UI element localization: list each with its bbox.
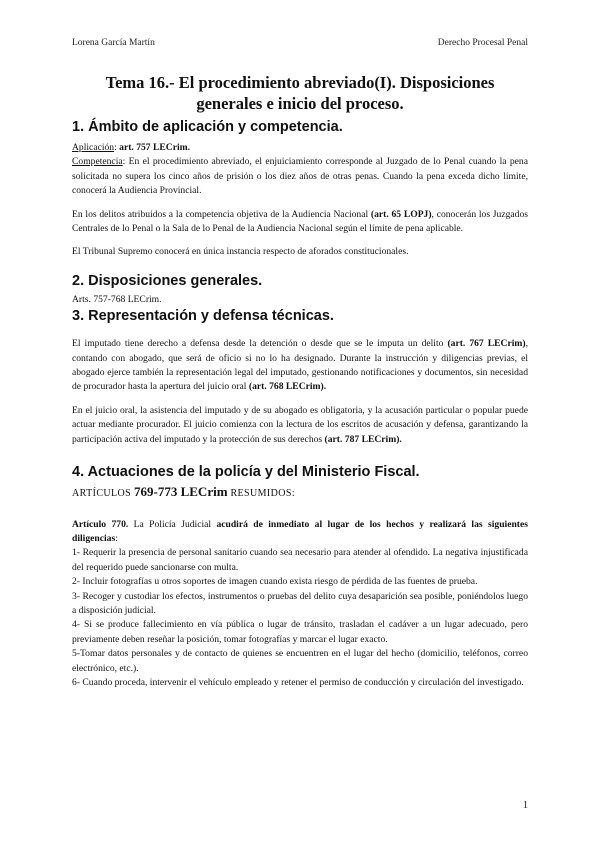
document-body (72, 72, 528, 690)
competencia-label: Competencia (72, 156, 123, 168)
aplicacion-label: Aplicación (72, 142, 115, 153)
document-title: Tema 16.- El procedimiento abreviado(I). Disposiciones generales e inicio del proceso. (105, 73, 495, 113)
articulo-770-label: Artículo 770. (72, 518, 129, 530)
section-2-text: Arts. 757-768 LECrim. (72, 293, 162, 305)
juicio-oral-paragraph (72, 404, 528, 447)
section-1-heading: 1. Ámbito de aplicación y competencia. (72, 119, 343, 135)
section-2-heading: 2. Disposiciones generales. (72, 272, 263, 289)
juicio-text-a: En el juicio oral, la asistencia del imputado y de su abogado es obligatoria, y la acusación particular o popular puede actuar mediante procurador. El juicio comienza con la lectura de los escritos de acusación y defensa, garantizando la participación activa del imputado y la protección de sus derechos (72, 404, 528, 445)
diligencia-item: 5-Tomar datos personales y de contacto de quienes se encuentren en el lugar del hecho (domicilio, teléfonos, correo electrónico, etc.). (72, 648, 528, 674)
aplicacion-value: art. 757 LECrim. (119, 142, 191, 153)
tribunal-supremo-paragraph: El Tribunal Supremo conocerá en única instancia respecto de aforados constitucionales. (72, 246, 409, 258)
defensa-paragraph (72, 337, 528, 395)
section-4-heading: 4. Actuaciones de la policía y del Ministerio Fiscal. (72, 464, 420, 481)
articulo-770-paragraph (72, 518, 528, 547)
header-subject: Derecho Procesal Penal (437, 38, 528, 48)
defensa-text-a: El imputado tiene derecho a defensa desde la detención o desde que se le imputa un delito (72, 338, 448, 350)
diligencia-item: 2- Incluir fotografías u otros soportes de imagen cuando exista riesgo de pérdida de las fuentes de prueba. (72, 576, 478, 588)
articulo-770-text-b: acudirá de inmediato al lugar de los hechos y realizará las siguientes diligencias (72, 518, 528, 544)
articulo-770-text-a: La Policía Judicial (128, 518, 217, 530)
articulos-label: ARTÍCULOS (72, 488, 135, 500)
defensa-ref-768: (art. 768 LECrim). (248, 381, 327, 393)
an-text-c: , conocerán los Juzgados Centrales de lo Penal o la Sala de lo Penal de la Audiencia Nacional según el límite de pena aplicable. (72, 208, 528, 235)
competencia-text: : En el procedimiento abreviado, el enjuiciamiento corresponde al Juzgado de lo Penal cuando la pena solicitada no supera los cinco años de prisión o los diez años de otras penas. Cuando la pena exceda dicho límite, conocerá la Audiencia Provincial. (72, 156, 528, 197)
aplicacion-line: Aplicación: art. 757 LECrim. (72, 142, 191, 153)
diligencia-item: 4- Si se produce fallecimiento en vía pública o lugar de tránsito, trasladan el cadáver a un lugar adecuado, pero previamente deben reseñar la posición, tomar fotografías y marcar el lugar exacto. (72, 619, 528, 645)
diligencia-item: 6- Cuando proceda, intervenir el vehículo empleado y retener el permiso de conducción y circulación del investigado. (72, 676, 524, 688)
audiencia-nacional-paragraph (72, 208, 528, 237)
an-article-ref: (art. 65 LOPJ) (370, 208, 432, 220)
page-number: 1 (523, 800, 528, 811)
articulo-770-text-c: : (115, 532, 118, 544)
defensa-ref-767: (art. 767 LECrim) (447, 338, 526, 350)
articulos-range: 769-773 LECrim (134, 484, 228, 500)
header-author: Lorena García Martín (72, 38, 155, 48)
section-3-heading: 3. Representación y defensa técnicas. (72, 308, 334, 325)
defensa-text-c: , contando con abogado, que será de oficio si no lo ha designado. Durante la instrucción y diligencias previas, el abogado ejerce también la representación legal del imputado, gestionando notificaciones y documentos, sin necesidad de procurador hasta la apertura del juicio oral (72, 338, 528, 393)
resumidos-label: RESUMIDOS: (227, 488, 296, 500)
diligencia-item: 1- Requerir la presencia de personal sanitario cuando sea necesario para atender al ofendido. La negativa injustificada del requerido puede sancionarse con multa. (72, 547, 528, 573)
an-text-a: En los delitos atribuidos a la competencia objetiva de la Audiencia Nacional (72, 208, 371, 220)
competencia-paragraph (72, 155, 528, 198)
juicio-ref-787: (art. 787 LECrim). (324, 433, 402, 445)
diligencia-item: 3- Recoger y custodiar los efectos, instrumentos o pruebas del delito cuya desaparición sea posible, poniéndolos luego a disposición judicial. (72, 590, 528, 616)
articulos-resumidos-line (72, 485, 528, 501)
